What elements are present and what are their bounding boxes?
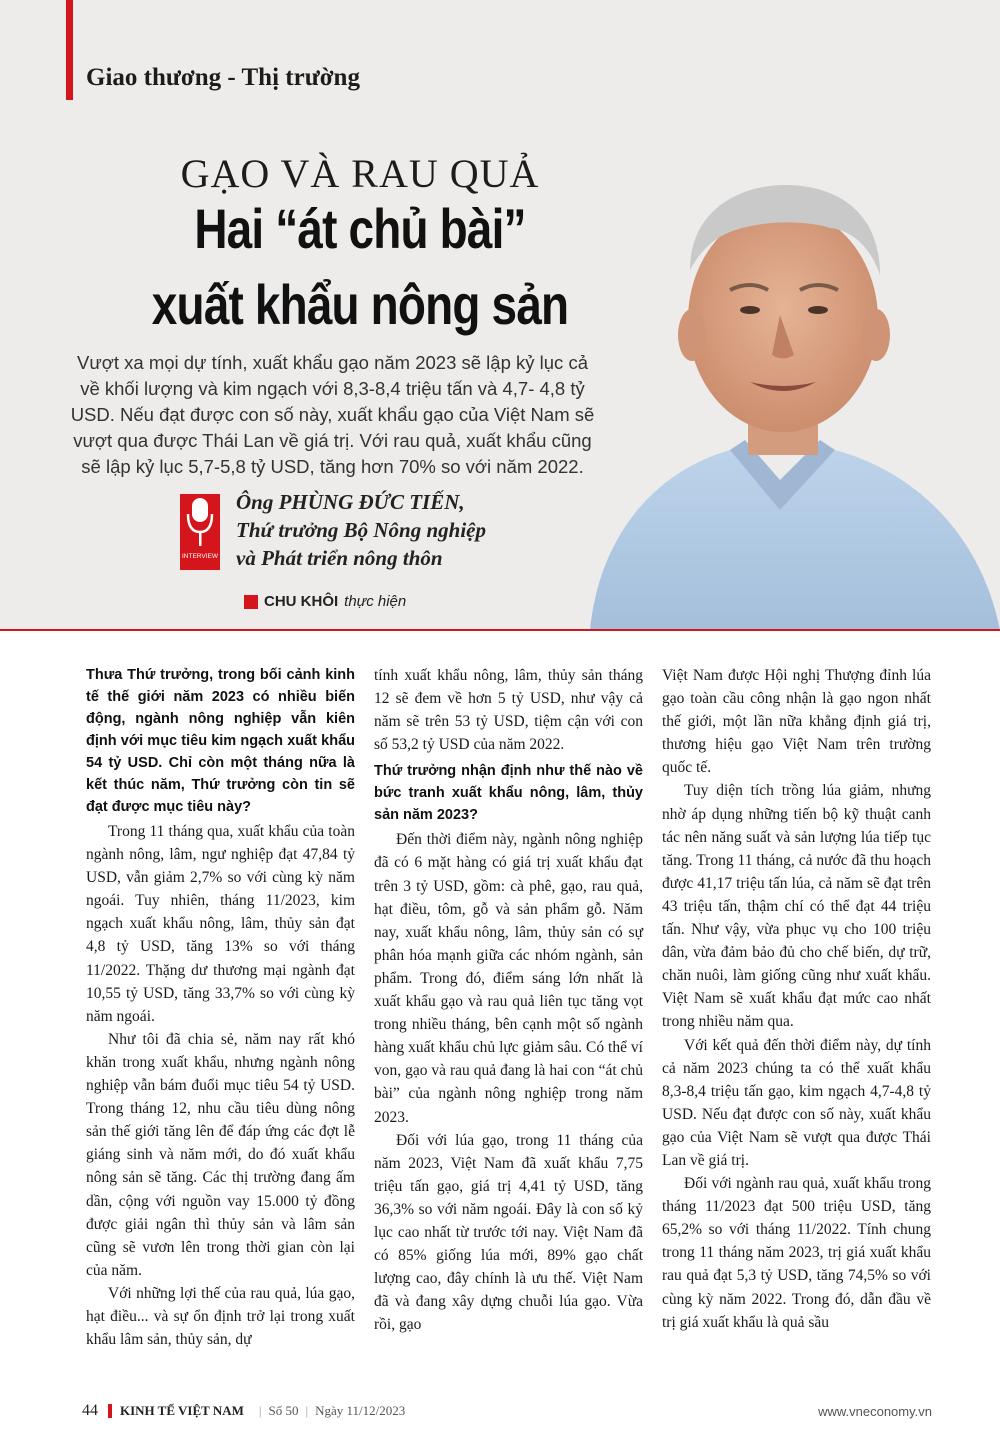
byline-pen-icon — [244, 595, 258, 609]
answer-paragraph: Đối với ngành rau quả, xuất khẩu trong tháng 11/2023 đạt 500 triệu USD, tăng 65,2% so với tháng 11/2022. Tính chung trong 11 tháng năm 2023, trị giá xuất khẩu rau quả đạt 5,3 tỷ USD, tăng 74,5% so với cùng kỳ năm 2022. Trong đó, dẫn đầu về trị giá xuất khẩu là quả sầu — [662, 1175, 931, 1331]
answer-paragraph: tính xuất khẩu nông, lâm, thủy sản tháng 12 sẽ đem về hơn 5 tỷ USD, như vậy cả năm sẽ trên 53 tỷ USD, tiệm cận với con số 53,2 tỷ USD của năm 2022. — [374, 667, 643, 754]
footer-accent — [108, 1404, 112, 1418]
answer-paragraph: Tuy diện tích trồng lúa giảm, nhưng nhờ áp dụng những tiến bộ kỹ thuật canh tác nên năng suất và sản lượng lúa tiếp tục tăng. Trong 11 tháng, cả nước đã thu hoạch được 41,17 triệu tấn lúa, cả năm sẽ đạt trên 43 triệu tấn, thậm chí có thể đạt 44 triệu tấn. Như vậy, vừa phục vụ cho 100 triệu dân, vừa đảm bảo đủ cho chế biến, dự trữ, chăn nuôi, làm giống cũng như xuất khẩu. Việt Nam sẽ xuất khẩu đạt mức cao nhất trong nhiều năm qua. — [662, 782, 931, 1031]
interviewee-title-cont: và Phát triển nông thôn — [236, 546, 443, 570]
interview-question: Thưa Thứ trưởng, trong bối cảnh kinh tế thế giới năm 2023 có nhiều biến động, ngành nông nghiệp vẫn kiên định với mục tiêu kim ngạch xuất khẩu 54 tỷ USD. Chỉ còn một tháng nữa là kết thúc năm, Thứ trưởng còn tin sẽ đạt được mục tiêu này? — [86, 667, 355, 815]
body-column-3 — [662, 664, 931, 1334]
interview-microphone-icon — [178, 492, 222, 572]
answer-paragraph: Với kết quả đến thời điểm này, dự tính cả năm 2023 chúng ta có thể xuất khẩu 8,3-8,4 triệu tấn gạo, kim ngạch 4,7-4,8 tỷ USD. Nếu đạt được con số này, xuất khẩu gạo của Việt Nam sẽ vượt qua được Thái Lan về giá trị. — [662, 1036, 931, 1169]
interview-icon-label: INTERVIEW — [182, 553, 218, 560]
answer-paragraph: Trong 11 tháng qua, xuất khẩu của toàn ngành nông, lâm, ngư nghiệp đạt 47,84 tỷ USD, vẫn giảm 2,7% so với cùng kỳ năm ngoái. Tuy nhiên, tháng 11/2023, kim ngạch xuất khẩu nông, lâm, thủy sản đạt 4,8 tỷ USD, tăng 13% so với tháng 11/2022. Thặng dư thương mại ngành đạt 10,55 tỷ USD, tăng 33,7% so với cùng kỳ năm ngoái. — [86, 823, 355, 1025]
website-link[interactable]: www.vneconomy.vn — [818, 1403, 932, 1419]
title-main-line1: Hai “át chủ bài” — [194, 197, 526, 260]
body-column-1 — [86, 664, 355, 1351]
title-kicker: GẠO VÀ RAU QUẢ — [180, 151, 540, 196]
footer-separator: | — [258, 1403, 262, 1418]
byline-author: CHU KHÔI — [264, 593, 339, 610]
section-label: Giao thương - Thị trường — [86, 64, 360, 91]
interview-question: Thứ trưởng nhận định như thế nào về bức tranh xuất khẩu nông, lâm, thủy sản năm 2023? — [374, 763, 643, 824]
answer-paragraph: Với những lợi thế của rau quả, lúa gạo, hạt điều... và sự ổn định trở lại trong xuất khẩu lâm sản, thủy sản, dự — [86, 1284, 355, 1349]
section-accent-bar — [66, 0, 73, 100]
footer-separator: | — [305, 1403, 309, 1418]
body-column-2 — [374, 664, 643, 1336]
issue-number: Số 50 — [268, 1403, 299, 1418]
magazine-name: KINH TẾ VIỆT NAM — [120, 1403, 244, 1418]
byline-role: thực hiện — [344, 593, 407, 610]
answer-paragraph: Đến thời điểm này, ngành nông nghiệp đã có 6 mặt hàng có giá trị xuất khẩu đạt trên 3 tỷ USD, gồm: cà phê, gạo, rau quả, hạt điều, tôm, gỗ và sản phẩm gỗ. Năm nay, xuất khẩu nông, lâm, thủy sản có sự phân hóa mạnh giữa các nhóm ngành, sản phẩm. Trong đó, điểm sáng lớn nhất là xuất khẩu gạo và rau quả liên tục tăng vọt trong nhiều tháng, bên cạnh một số ngành hàng xuất khẩu chủ lực giảm sâu. Có thể ví von, gạo và rau quả đang là hai con “át chủ bài” của ngành nông nghiệp trong năm 2023. — [374, 831, 643, 1126]
portrait-photo — [580, 150, 1000, 630]
article-lead: Vượt xa mọi dự tính, xuất khẩu gạo năm 2023 sẽ lập kỷ lục cả về khối lượng và kim ngạch với 8,3-8,4 triệu tấn và 4,7- 4,8 tỷ USD. Nếu đạt được con số này, xuất khẩu gạo của Việt Nam sẽ vượt qua được Thái Lan về giá trị. Với rau quả, xuất khẩu cũng sẽ lập kỷ lục 5,7-5,8 tỷ USD, tăng hơn 70% so với năm 2022. — [70, 352, 595, 477]
interviewee-title: Thứ trưởng Bộ Nông nghiệp — [236, 518, 486, 542]
issue-date: Ngày 11/12/2023 — [315, 1403, 406, 1418]
answer-paragraph: Như tôi đã chia sẻ, năm nay rất khó khăn trong xuất khẩu, nhưng ngành nông nghiệp vẫn bám đuổi mục tiêu 54 tỷ USD. Trong tháng 12, nhu cầu tiêu dùng nông sản thế giới tăng lên để đáp ứng các đợt lễ giáng sinh và năm mới, do đó xuất khẩu nông sản sẽ tăng. Các thị trường đang ấm dần, cộng với nguồn vay 15.000 tỷ đồng được giải ngân thì thủy sản và lâm sản cũng sẽ vươn lên trong thời gian còn lại của năm. — [86, 1030, 355, 1279]
answer-paragraph: Việt Nam được Hội nghị Thượng đỉnh lúa gạo toàn cầu công nhận là gạo ngon nhất thế giới, một lần nữa khẳng định giá trị, thương hiệu gạo Việt Nam trên trường quốc tế. — [662, 667, 931, 777]
header-divider — [0, 629, 1000, 631]
answer-paragraph: Đối với lúa gạo, trong 11 tháng của năm 2023, Việt Nam đã xuất khẩu 7,75 triệu tấn gạo, giá trị 4,41 tỷ USD, tăng 36,3% so với năm ngoái. Đây là con số kỷ lục cao nhất từ trước tới nay. Việt Nam đã có 85% giống lúa mới, 89% gạo chất lượng cao, đây chính là ưu thế. Việt Nam đã và đang xây dựng chuỗi lúa gạo. Vừa rồi, gạo — [374, 1131, 643, 1334]
byline — [244, 593, 406, 610]
page-number: 44 — [82, 1402, 98, 1419]
interviewee-name: Ông PHÙNG ĐỨC TIẾN, — [236, 490, 465, 514]
interviewee-credit — [236, 488, 486, 572]
title-main-line2: xuất khẩu nông sản — [151, 273, 569, 336]
page-footer — [82, 1396, 932, 1426]
